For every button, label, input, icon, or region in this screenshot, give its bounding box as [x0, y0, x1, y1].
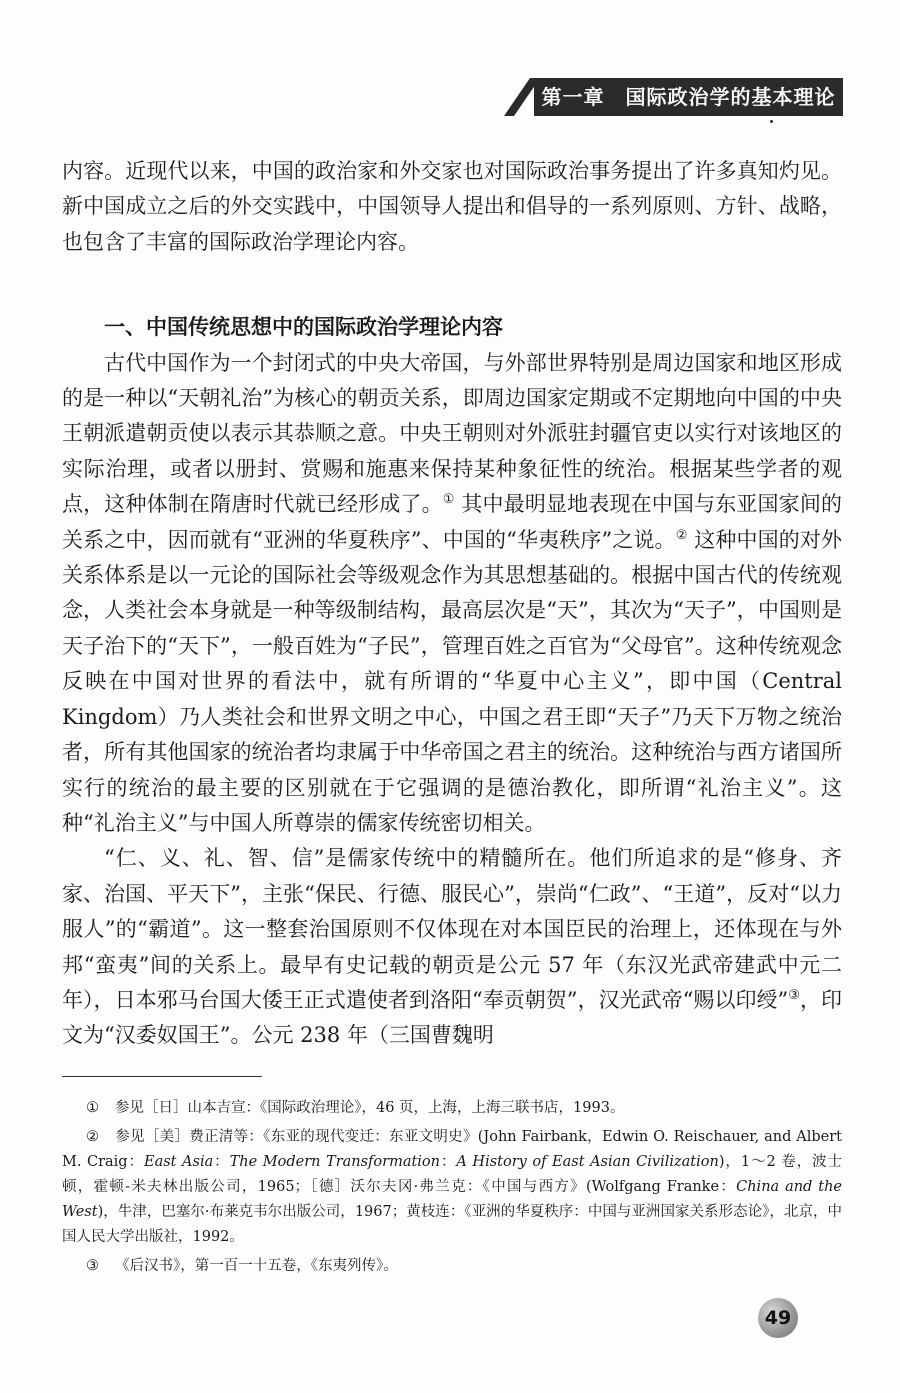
paragraph-2-part-a: “仁、义、礼、智、信”是儒家传统中的精髓所在。他们所追求的是“修身、齐家、治国、平天下”，主张“保民、行德、服民心”，崇尚“仁政”、“王道”，反对“以力服人”的“霸道”。这一整套治国原则不仅体现在对本国臣民的治理上，还体现在与外邦“蛮夷”间的关系上。最早有史记载的朝贡是公元 57 年（东汉光武帝建武中元二年），日本邪马台国大倭王正式遣使者到洛阳“奉贡朝贺”，汉光武帝“赐以印绶”: [62, 846, 842, 1012]
paragraph-1-part-a: 古代中国作为一个封闭式的中央大帝国，与外部世界特别是周边国家和地区形成的是一种以“天朝礼治”为核心的朝贡关系，即周边国家定期或不定期地向中国的中央王朝派遣朝贡使以表示其恭顺之意。中央王朝则对外派驻封疆官吏以实行对该地区的实际治理，或者以册封、赏赐和施惠来保持某种象征性的统治。根据某些学者的观点，这种体制在隋唐时代就已经形成了。: [62, 350, 842, 517]
footnote-divider: [62, 1076, 262, 1077]
page-number-badge: 49: [758, 1298, 798, 1338]
footnote-2-text-c: ：: [440, 1154, 457, 1170]
footnote-3: [62, 1254, 842, 1279]
footnote-ref-1[interactable]: ①: [442, 492, 455, 508]
chapter-title: 第一章 国际政治学的基本理论: [534, 78, 843, 116]
footnote-2: [62, 1125, 842, 1250]
running-header: [500, 78, 843, 116]
section-heading: 一、中国传统思想中的国际政治学理论内容: [104, 315, 503, 340]
paragraph-1: [62, 346, 842, 842]
footnote-2-mark: ②: [86, 1129, 99, 1145]
footnote-1: [62, 1096, 842, 1121]
footnote-1-mark: ①: [86, 1100, 99, 1116]
footnote-2-text-d: )，1～2 卷，波士顿，霍顿-米夫林出版公司，1965；［德］沃尔夫冈·弗兰克：《中国与西方》(Wolfgang Franke：: [62, 1154, 843, 1195]
footnotes: [62, 1096, 842, 1283]
paragraph-2-part-b: ，印文为“汉委奴国王”。公元 238 年（三国曹魏明: [62, 987, 842, 1048]
footnote-2-italic-a: East Asia: [143, 1154, 214, 1170]
footnote-3-text: 《后汉书》，第一百一十五卷，《东夷列传》。: [115, 1258, 398, 1274]
footnote-3-mark: ③: [86, 1258, 99, 1274]
paragraph-1-part-c: 这种中国的对外关系体系是以一元论的国际社会等级观念作为其思想基础的。根据中国古代的传统观念，人类社会本身就是一种等级制结构，最高层次是“天”，其次为“天子”，中国则是天子治下的“天下”，一般百姓为“子民”，管理百姓之百官为“父母官”。这种传统观念反映在中国对世界的看法中，就有所谓的“华夏中心主义”，即中国（Central Kingdom）乃人类社会和世界文明之中心，中国之君王即“天子”乃天下万物之统治者，所有其他国家的统治者均隶属于中华帝国之君主的统治。这种统治与西方诸国所实行的统治的最主要的区别就在于它强调的是德治教化，即所谓“礼治主义”。这种“礼治主义”与中国人所尊崇的儒家传统密切相关。: [62, 527, 842, 835]
footnote-2-text-e: )，牛津，巴塞尔·布莱克韦尔出版公司，1967；黄枝连：《亚洲的华夏秩序：中国与亚洲国家关系形态论》，北京，中国人民大学出版社，1992。: [62, 1204, 842, 1245]
header-dot: [770, 120, 773, 123]
footnote-2-text-b: ：: [213, 1154, 230, 1170]
footnote-2-italic-d: China and the West: [62, 1179, 842, 1220]
footnote-2-text-a: 参见［美］费正清等：《东亚的现代变迁：东亚文明史》(John Fairbank，Edwin O. Reischauer, and Albert M. Craig：: [62, 1129, 842, 1170]
footnote-1-text: 参见［日］山本吉宣：《国际政治理论》，46 页，上海，上海三联书店，1993。: [115, 1100, 625, 1116]
footnote-ref-3[interactable]: ③: [788, 987, 800, 1003]
footnote-ref-2[interactable]: ②: [675, 527, 688, 543]
footnote-2-italic-c: A History of East Asian Civilization: [456, 1154, 719, 1170]
intro-paragraph: 内容。近现代以来，中国的政治家和外交家也对国际政治事务提出了许多真知灼见。新中国成立之后的外交实践中，中国领导人提出和倡导的一系列原则、方针、战略，也包含了丰富的国际政治学理论内容。: [62, 159, 842, 254]
paragraph-2: [62, 841, 842, 1053]
footnote-2-italic-b: The Modern Transformation: [229, 1154, 441, 1170]
main-text: [62, 154, 842, 1054]
paragraph-1-part-b: 其中最明显地表现在中国与东亚国家间的关系之中，因而就有“亚洲的华夏秩序”、中国的“华夷秩序”之说。: [62, 492, 842, 552]
